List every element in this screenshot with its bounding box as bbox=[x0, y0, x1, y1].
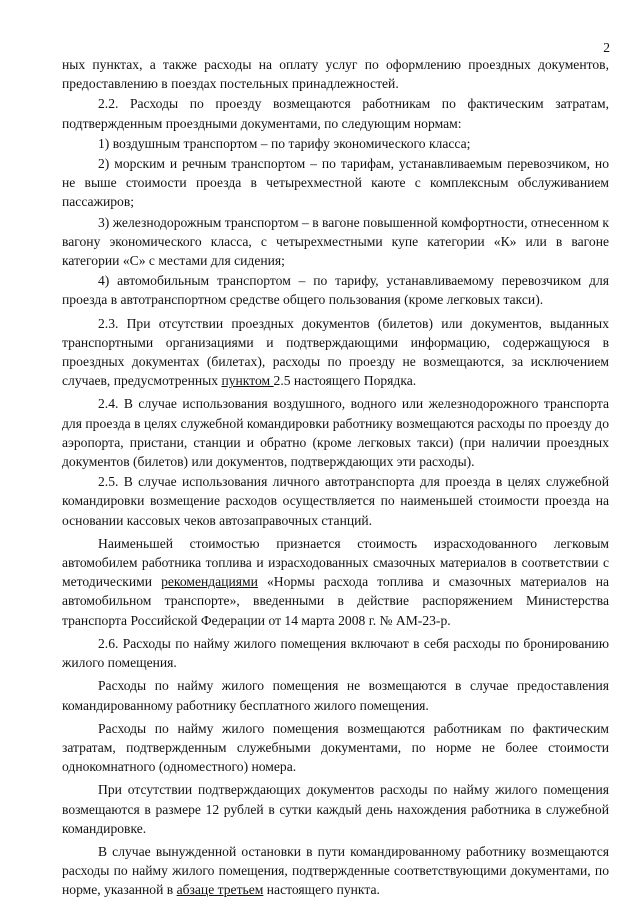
list-item-sea-river: 2) морским и речным транспортом – по тарифам, устанавливаемым перевозчиком, но не выше стоимости проезда в четырехместной каюте с комплексным обслуживанием пассажиров; bbox=[62, 156, 609, 210]
paragraph-2-4: 2.4. В случае использования воздушного, водного или железнодорожного транспорта для проезда в целях служебной командировки работнику возмещаются расходы по проезду до аэропорта, пристани, станции и обратно (кроме легковых такси) (при наличии проездных документов (билетов) или документов, подтверждающих эти расходы). bbox=[62, 396, 609, 470]
paragraph-no-reimbursement: Расходы по найму жилого помещения не возмещаются в случае предоставления командированному работнику бесплатного жилого помещения. bbox=[62, 678, 609, 713]
link-third-paragraph[interactable]: абзаце третьем bbox=[176, 882, 264, 898]
paragraph-2-3-tail: 2.5 настоящего Порядка. bbox=[273, 373, 417, 389]
paragraph-continuation: ных пунктах, а также расходы на оплату услуг по оформлению проездных документов, предоставлению в поездах постельных принадлежностей. bbox=[62, 57, 609, 92]
paragraph-forced-stop-text: В случае вынужденной остановки в пути командированному работнику возмещаются расходы по найму жилого помещения, подтвержденные соответствующими документами, по норме, указанной в bbox=[62, 843, 609, 898]
paragraph-2-3-text: 2.3. При отсутствии проездных документов (билетов) или документов, выданных транспортными организациями и подтверждающими информацию, содержащуюся в проездных документах (билетах), расходы по проезду не возмещаются, за исключением случаев, предусмотренных bbox=[62, 315, 609, 389]
paragraph-lowest-cost-text: Наименьшей стоимостью признается стоимость израсходованного легковым автомобилем работника топлива и израсходованных смазочных материалов в соответствии с методическими bbox=[62, 535, 609, 590]
paragraph-forced-stop-tail: настоящего пункта. bbox=[263, 882, 380, 898]
list-item-auto: 4) автомобильным транспортом – по тарифу, устанавливаемому перевозчиком для проезда в автотранспортном средстве общего пользования (кроме легковых такси). bbox=[62, 273, 609, 308]
document-body bbox=[62, 55, 609, 904]
paragraph-actual-costs: Расходы по найму жилого помещения возмещаются работникам по фактическим затратам, подтвержденным служебными документами, по норме не более стоимости однокомнатного (одноместного) номера. bbox=[62, 720, 609, 775]
paragraph-lowest-cost bbox=[62, 534, 609, 630]
paragraph-2-2: 2.2. Расходы по проезду возмещаются работникам по фактическим затратам, подтвержденным проездными документами, по следующим нормам: bbox=[62, 96, 609, 131]
list-item-rail: 3) железнодорожным транспортом – в вагоне повышенной комфортности, отнесенном к вагону экономического класса, с четырехместными купе категории «К» или в вагоне категории «С» с местами для сидения; bbox=[62, 214, 609, 269]
page-number: 2 bbox=[603, 40, 610, 55]
list-item-air: 1) воздушным транспортом – по тарифу экономического класса; bbox=[98, 135, 471, 151]
link-punkt[interactable]: пунктом bbox=[221, 373, 274, 389]
paragraph-2-3 bbox=[62, 314, 609, 391]
paragraph-lowest-cost-tail: «Нормы расхода топлива и смазочных материалов на автомобильном транспорте», введенными в действие распоряжением Министерства транспорта Российской Федерации от 14 марта 2008 г. № АМ-23-р. bbox=[62, 574, 609, 628]
paragraph-2-6: 2.6. Расходы по найму жилого помещения включают в себя расходы по бронированию жилого помещения. bbox=[62, 635, 609, 671]
paragraph-2-5: 2.5. В случае использования личного автотранспорта для проезда в целях служебной командировки возмещение расходов осуществляется по наименьшей стоимости проезда на основании кассовых чеков автозаправочных станций. bbox=[62, 474, 609, 528]
paragraph-forced-stop bbox=[62, 842, 609, 900]
link-recommendations[interactable]: рекомендациями bbox=[161, 574, 258, 590]
paragraph-no-documents: При отсутствии подтверждающих документов расходы по найму жилого помещения возмещаются в размере 12 рублей в сутки каждый день нахождения работника в служебной командировке. bbox=[62, 782, 609, 836]
